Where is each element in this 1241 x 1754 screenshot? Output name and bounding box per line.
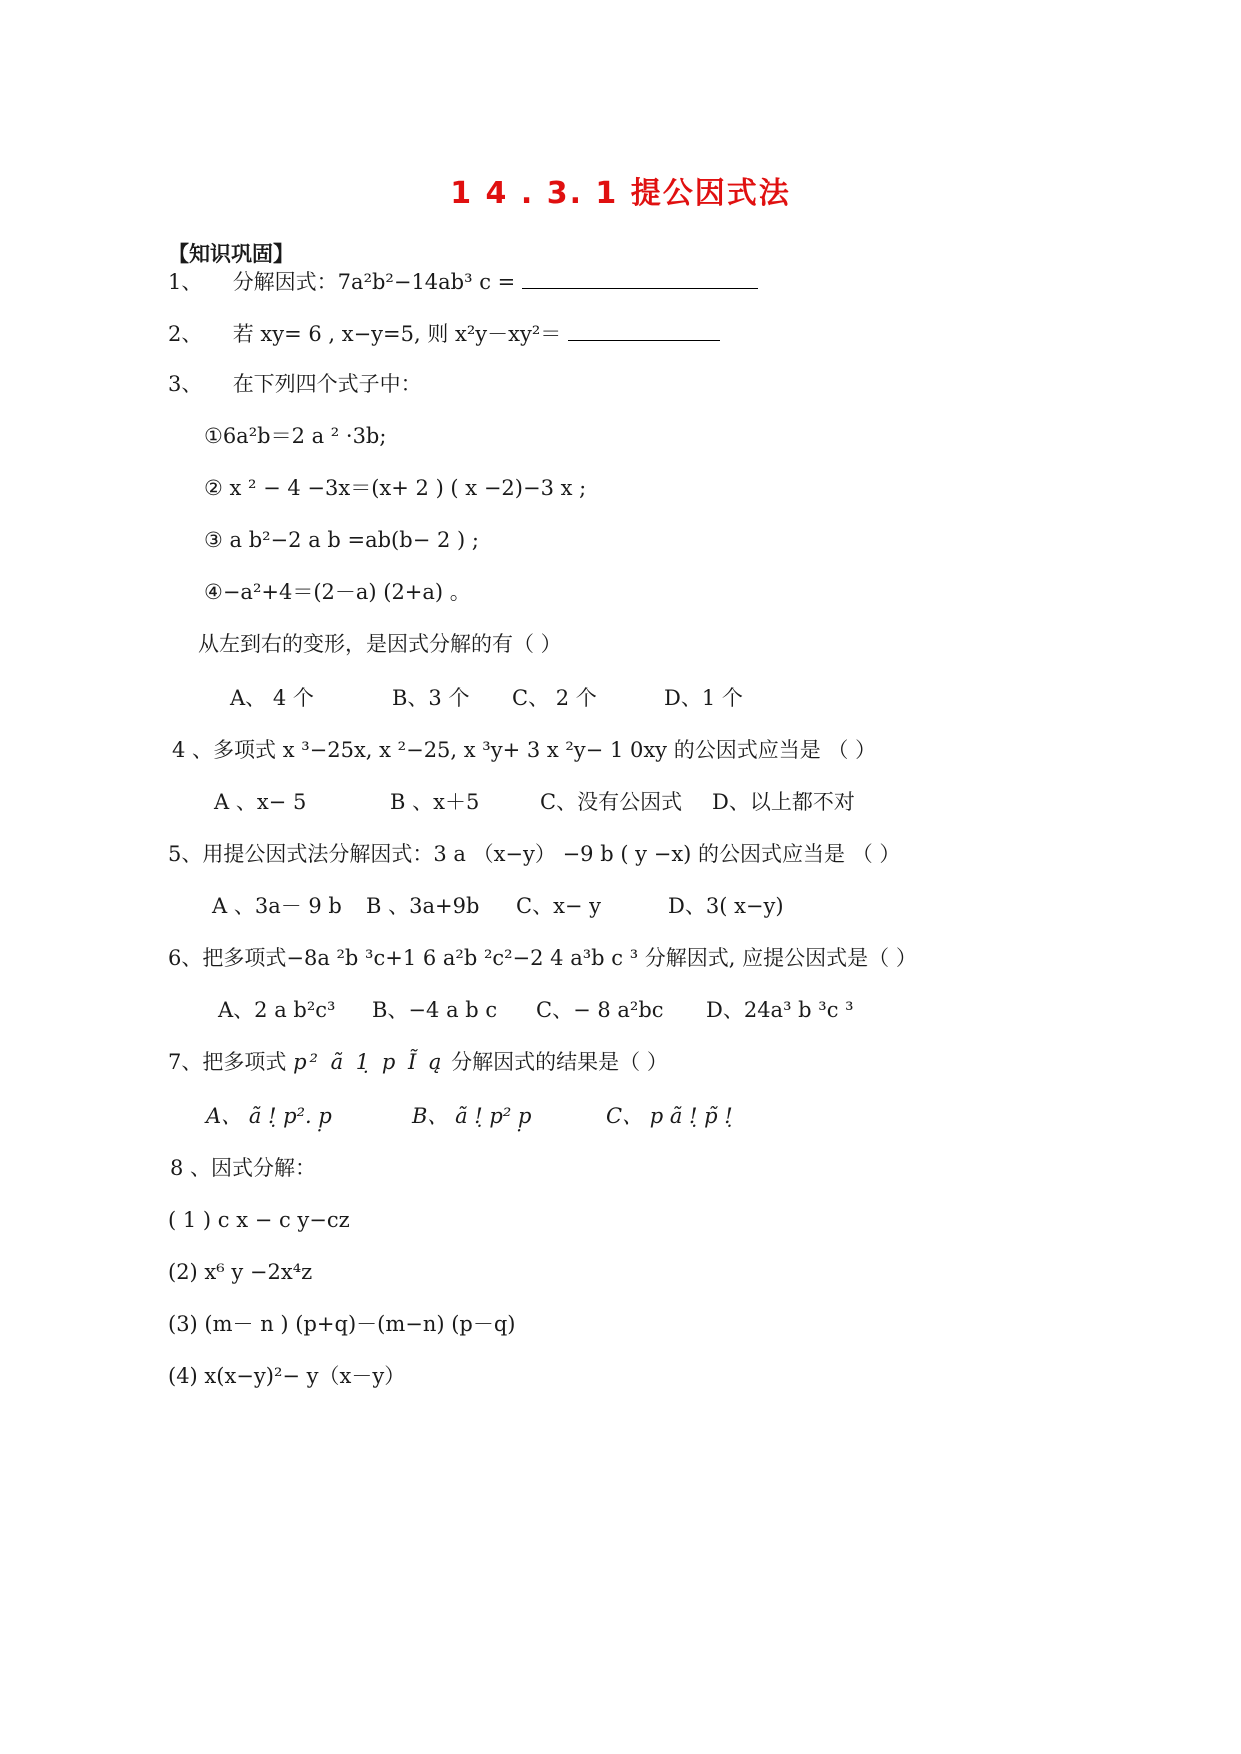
section-heading: 【知识巩固】	[168, 242, 294, 266]
option-a[interactable]: A、 ã !̣ p². p̣	[206, 1104, 332, 1128]
option-d[interactable]: D、以上都不对	[712, 790, 855, 814]
question-number: 1、	[168, 270, 203, 294]
option-c[interactable]: C、 p ã !̣ p̃ !̣	[606, 1104, 733, 1128]
question-number: 3、	[168, 372, 203, 396]
option-a[interactable]: A 、3a－ 9 b	[212, 894, 342, 918]
question-5: 5、用提公因式法分解因式：3 a （x−y） −9 b ( y −x) 的公因式应当是 （ ）	[168, 842, 901, 866]
option-c[interactable]: C、x− y	[516, 894, 602, 918]
option-a[interactable]: A 、x− 5	[214, 790, 307, 814]
option-d[interactable]: D、1 个	[664, 686, 743, 710]
formula-garbled: p² ã 1̣ p Ĩ ą	[293, 1050, 445, 1074]
question-text: 分解因式：7a²b²−14ab³ c =	[232, 270, 516, 294]
question-text: 分解因式的结果是（ ）	[451, 1050, 668, 1074]
question-6: 6、把多项式−8a ²b ³c+1 6 a²b ²c²−2 4 a³b c ³ 分解因式, 应提公因式是（ ）	[168, 946, 917, 970]
list-item: (3) (m－ n ) (p+q)－(m−n) (p－q)	[168, 1312, 516, 1336]
question-number: 2、	[168, 322, 203, 346]
option-b[interactable]: B、−4 a b c	[372, 998, 498, 1022]
list-item: (4) x(x−y)²− y（x－y）	[168, 1364, 406, 1388]
question-text: 7、把多项式	[168, 1050, 287, 1074]
option-c[interactable]: C、 2 个	[512, 686, 597, 710]
option-a[interactable]: A、 4 个	[230, 686, 314, 710]
list-item: ③ a b²−2 a b =ab(b− 2 ) ;	[204, 528, 479, 552]
answer-blank[interactable]	[568, 318, 720, 341]
option-c[interactable]: C、− 8 a²bc	[536, 998, 664, 1022]
option-b[interactable]: B、 ã !̣ p² p̣	[412, 1104, 532, 1128]
answer-blank[interactable]	[522, 266, 758, 289]
list-item: ④−a²+4＝(2－a) (2+a) 。	[204, 580, 471, 604]
list-item: ( 1 ) c x − c y−cz	[168, 1208, 350, 1232]
question-prompt: 从左到右的变形，是因式分解的有（ ）	[198, 632, 562, 656]
question-2	[168, 318, 720, 348]
question-1	[168, 266, 758, 296]
list-item: ② x ² − 4 −3x＝(x+ 2 ) ( x −2)−3 x ;	[204, 476, 587, 500]
option-b[interactable]: B 、x＋5	[390, 790, 480, 814]
option-b[interactable]: B、3 个	[392, 686, 470, 710]
option-c[interactable]: C、没有公因式	[540, 790, 683, 814]
list-item: (2) x⁶ y −2x⁴z	[168, 1260, 313, 1284]
question-text: 在下列四个式子中：	[232, 372, 422, 396]
option-d[interactable]: D、3( x−y)	[668, 894, 784, 918]
question-text: 若 xy= 6 , x−y=5, 则 x²y－xy²＝	[232, 322, 562, 346]
page-title: 1 4 . 3. 1 提公因式法	[450, 176, 791, 211]
option-b[interactable]: B 、3a+9b	[366, 894, 480, 918]
question-3	[168, 370, 422, 398]
question-7	[168, 1048, 668, 1076]
question-8: 8 、因式分解：	[170, 1156, 317, 1180]
option-a[interactable]: A、2 a b²c³	[218, 998, 336, 1022]
question-4: 4 、多项式 x ³−25x, x ²−25, x ³y+ 3 x ²y− 1 0xy 的公因式应当是 （ ）	[172, 738, 877, 762]
list-item: ①6a²b＝2 a ² ·3b;	[204, 424, 387, 448]
option-d[interactable]: D、24a³ b ³c ³	[706, 998, 854, 1022]
